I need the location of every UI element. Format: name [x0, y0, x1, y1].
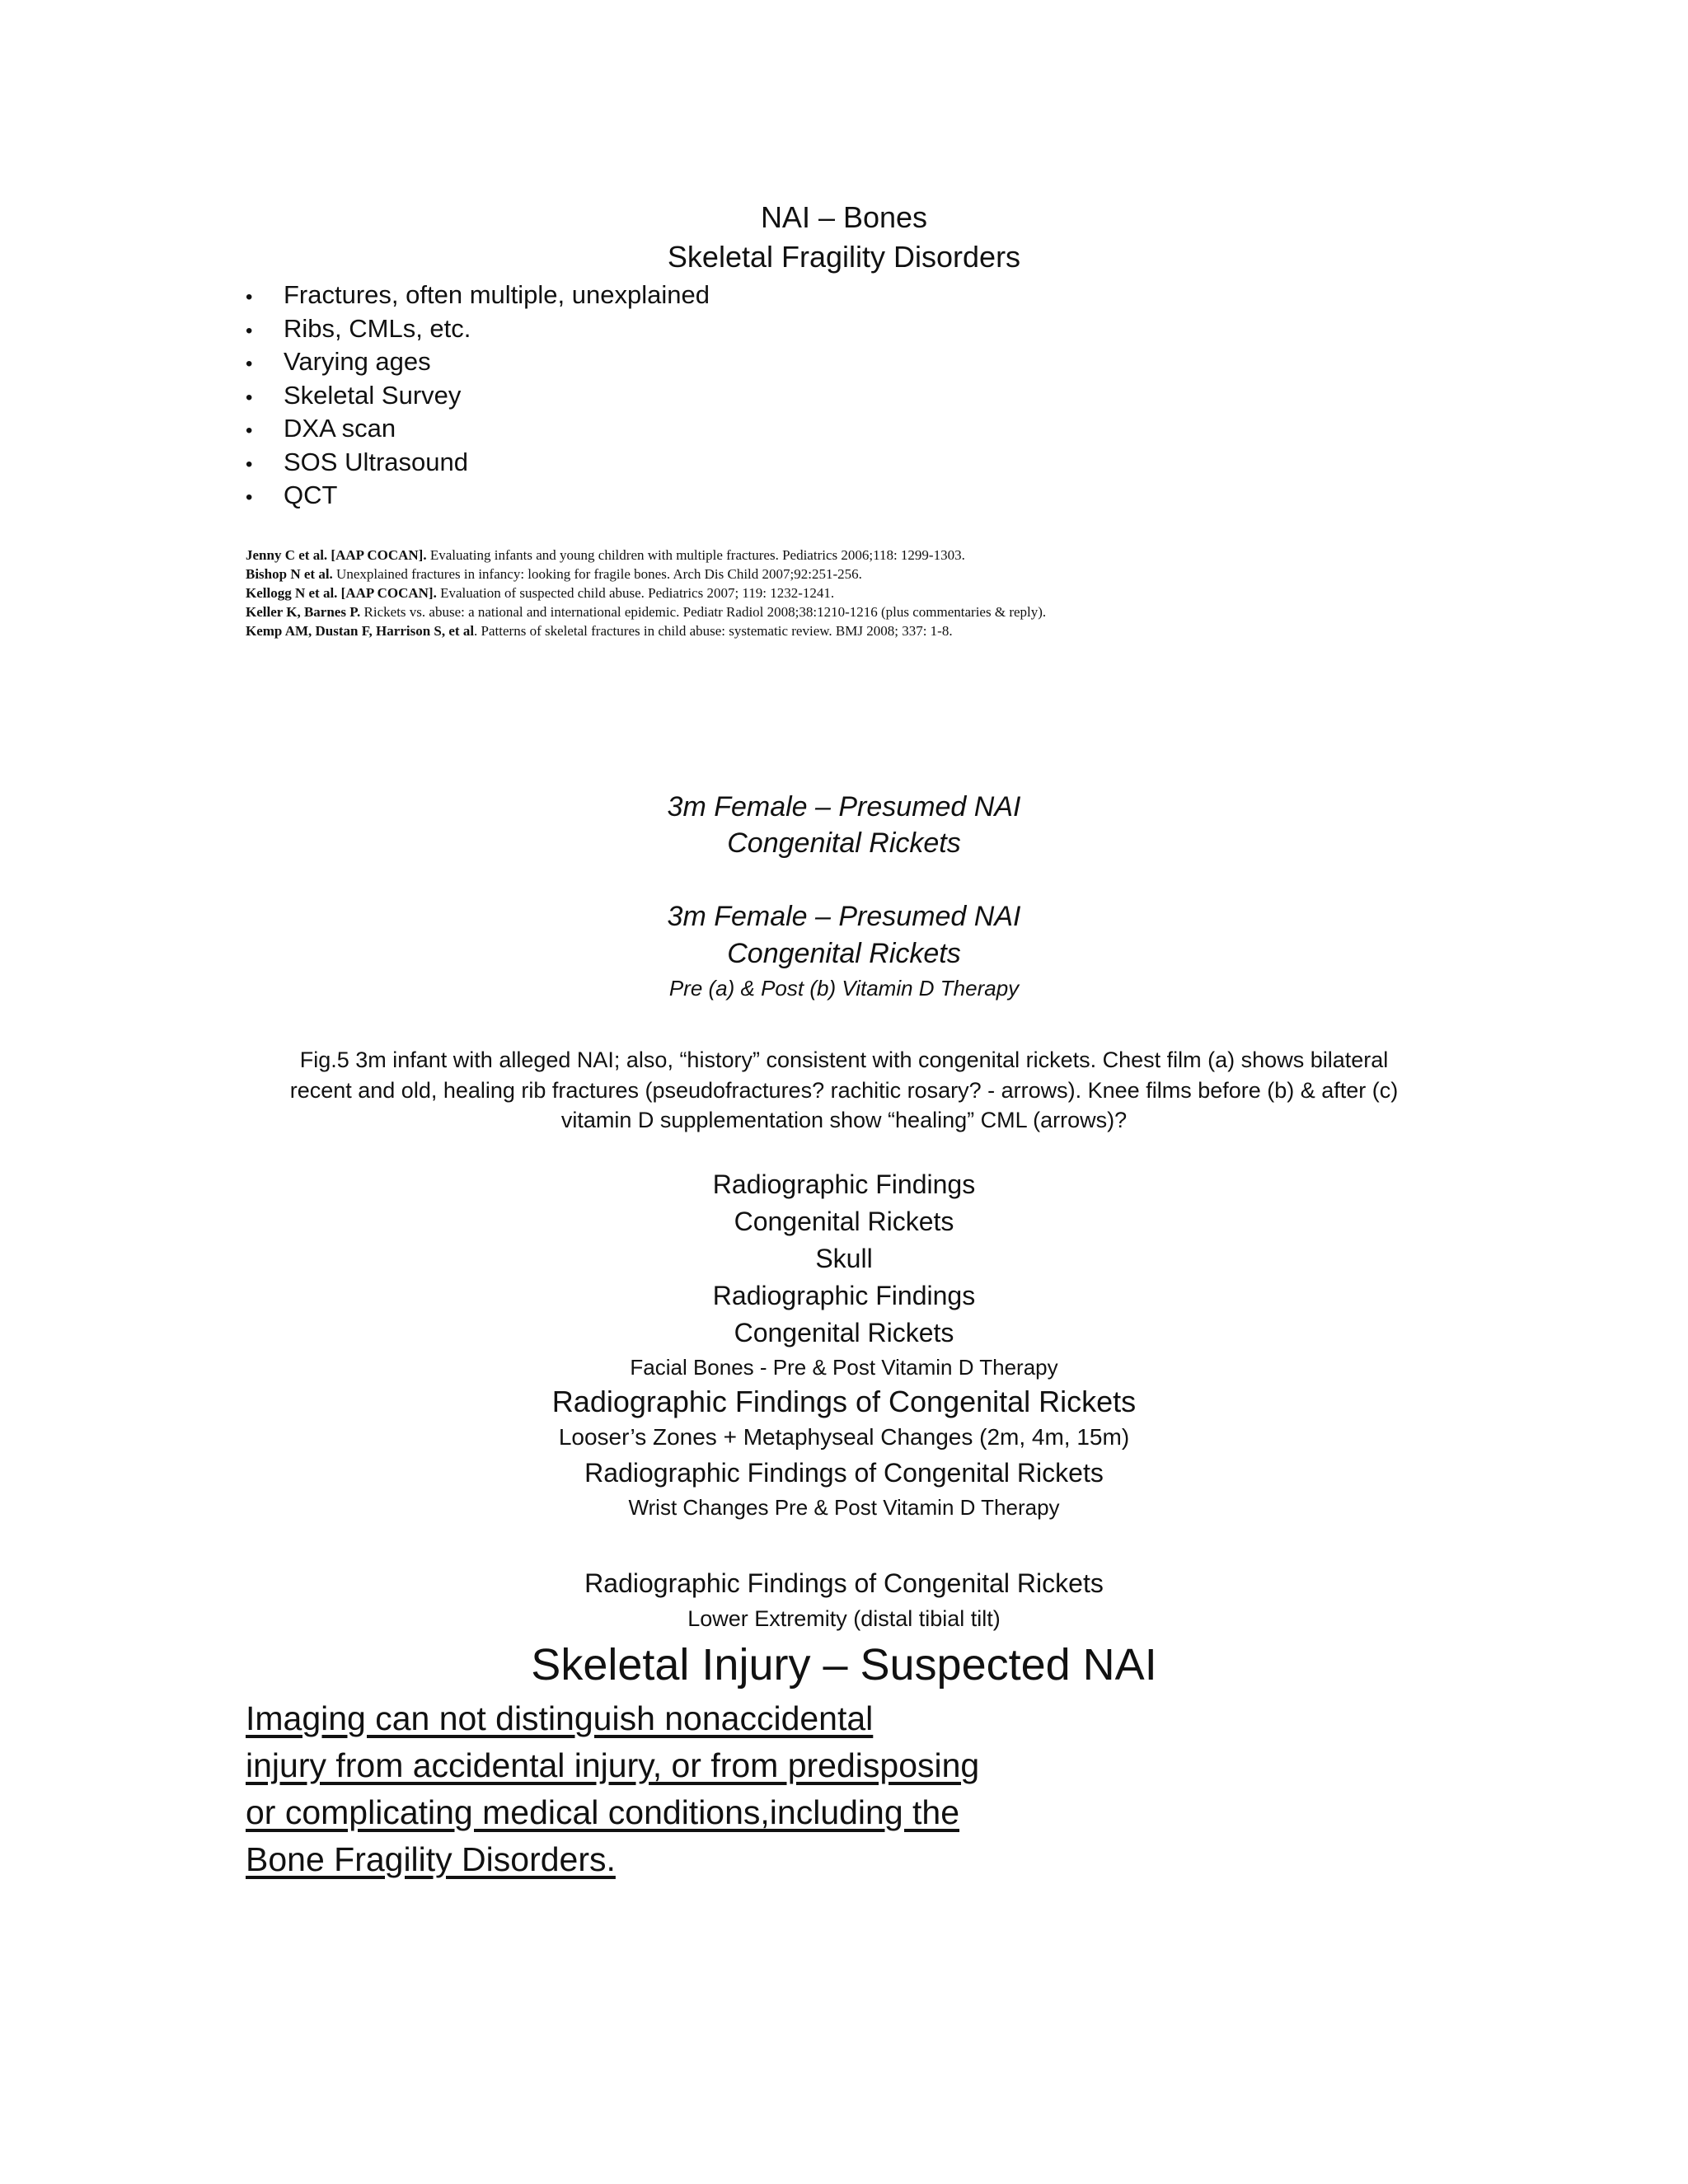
- slide-subtitle: Skeletal Fragility Disorders: [667, 240, 1021, 274]
- reference-item: Bishop N et al. Unexplained fractures in infancy: looking for fragile bones. Arch Dis Child 2007;92:251-256.: [246, 566, 862, 582]
- final-title: Skeletal Injury – Suspected NAI: [531, 1640, 1157, 1690]
- section-subheading: Wrist Changes Pre & Post Vitamin D Therapy: [628, 1495, 1060, 1520]
- reference-list: [246, 546, 1046, 640]
- section-heading: Congenital Rickets: [734, 1318, 954, 1347]
- section-subheading: Facial Bones - Pre & Post Vitamin D Therapy: [630, 1355, 1058, 1380]
- reference-item: Jenny C et al. [AAP COCAN]. Evaluating infants and young children with multiple fractures. Pediatrics 2006;118: 1299-1303.: [246, 547, 965, 563]
- figure-caption-line: vitamin D supplementation show “healing” CML (arrows)?: [560, 1108, 1128, 1132]
- slide-title: NAI – Bones: [760, 200, 928, 234]
- section-heading: Radiographic Findings: [712, 1169, 976, 1199]
- figure-caption-line: recent and old, healing rib fractures (pseudofractures? rachitic rosary? - arrows). Knee films before (b) & after (c): [289, 1078, 1399, 1103]
- list-item: • Skeletal Survey: [246, 380, 462, 410]
- section-heading: Radiographic Findings: [712, 1281, 976, 1310]
- conclusion-text: Imaging can not distinguish nonaccidental injury from accidental injury, or from predisposing or complicating medical conditions,including the Bone Fragility Disorders.: [246, 1699, 980, 1878]
- section-heading: Radiographic Findings of Congenital Rickets: [584, 1458, 1104, 1488]
- list-item: • Fractures, often multiple, unexplained: [246, 280, 710, 309]
- list-item: • Ribs, CMLs, etc.: [246, 313, 471, 343]
- case-heading: 3m Female – Presumed NAI: [667, 901, 1021, 932]
- case-diagnosis: Congenital Rickets: [727, 827, 961, 859]
- section-subheading: Lower Extremity (distal tibial tilt): [687, 1606, 1001, 1631]
- figure-caption-line: Fig.5 3m infant with alleged NAI; also, “history” consistent with congenital rickets. Chest film (a) shows bilateral: [299, 1047, 1389, 1072]
- list-item: • QCT: [246, 480, 338, 509]
- case-therapy-note: Pre (a) & Post (b) Vitamin D Therapy: [668, 976, 1020, 1001]
- section-heading: Radiographic Findings of Congenital Rickets: [584, 1568, 1104, 1598]
- reference-item: Kemp AM, Dustan F, Harrison S, et al. Patterns of skeletal fractures in child abuse: systematic review. BMJ 2008; 337: 1-8.: [246, 623, 953, 639]
- section-heading: Radiographic Findings of Congenital Rickets: [551, 1385, 1137, 1418]
- section-subheading: Looser’s Zones + Metaphyseal Changes (2m, 4m, 15m): [558, 1424, 1130, 1450]
- case-diagnosis: Congenital Rickets: [727, 938, 961, 969]
- section-heading: Congenital Rickets: [734, 1207, 954, 1236]
- reference-item: Keller K, Barnes P. Rickets vs. abuse: a national and international epidemic. Pediatr Radiol 2008;38:1210-1216 (plus commentaries & reply).: [246, 604, 1047, 620]
- reference-item: Kellogg N et al. [AAP COCAN]. Evaluation of suspected child abuse. Pediatrics 2007; 119: 1232-1241.: [246, 585, 835, 601]
- bullet-list: [246, 279, 710, 513]
- section-heading: Skull: [815, 1244, 873, 1273]
- list-item: • DXA scan: [246, 414, 396, 443]
- list-item: • SOS Ultrasound: [246, 447, 468, 476]
- list-item: • Varying ages: [246, 347, 431, 376]
- case-heading: 3m Female – Presumed NAI: [667, 791, 1021, 823]
